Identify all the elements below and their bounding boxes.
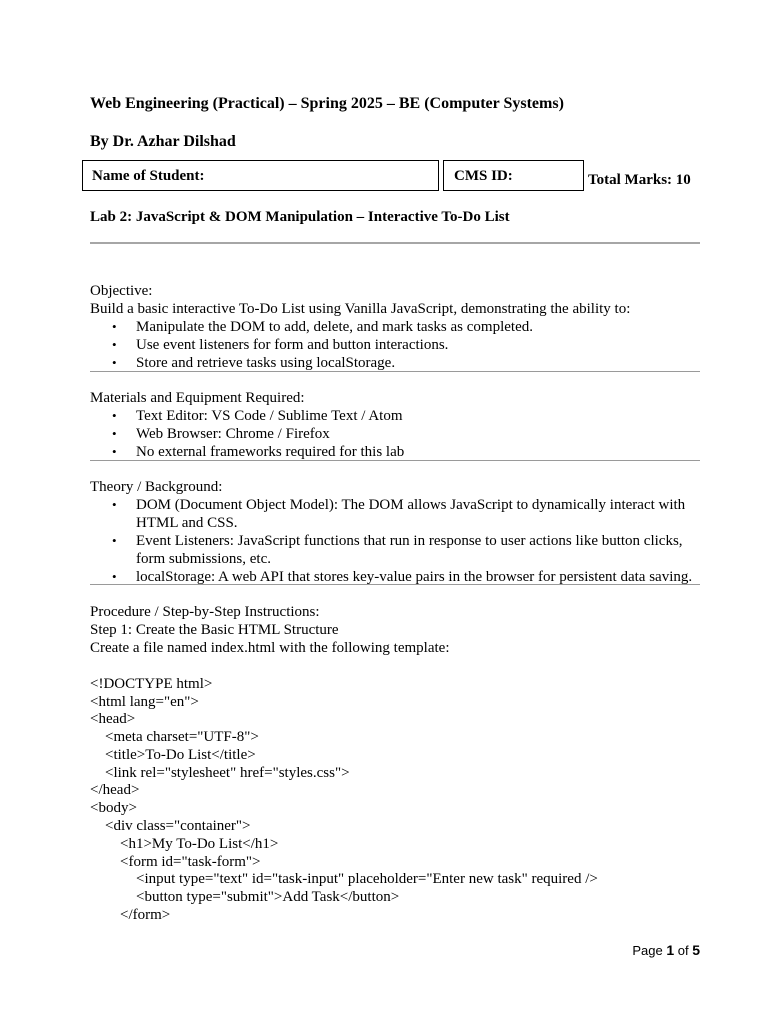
code-line: <div class="container"> [105,818,251,834]
code-line: <meta charset="UTF-8"> [105,729,259,745]
list-item: Event Listeners: JavaScript functions that run in response to user actions like button clicks, [136,533,683,549]
bullet-icon: • [112,426,117,441]
objective-heading: Objective: [90,283,153,299]
student-name-label: Name of Student: [92,168,205,184]
current-page: 1 [666,942,675,958]
list-item: Manipulate the DOM to add, delete, and mark tasks as completed. [136,319,533,335]
of-word: of [677,943,689,958]
divider [90,242,700,244]
code-line: <!DOCTYPE html> [90,676,213,692]
step-title: Step 1: Create the Basic HTML Structure [90,622,339,638]
code-line: <body> [90,800,137,816]
author-line: By Dr. Azhar Dilshad [90,133,236,150]
code-line: <html lang="en"> [90,694,199,710]
course-title: Web Engineering (Practical) – Spring 2025 – BE (Computer Systems) [90,95,564,112]
list-item: Use event listeners for form and button interactions. [136,337,449,353]
bullet-icon: • [112,337,117,352]
code-line: </form> [120,907,171,923]
bullet-icon: • [112,444,117,459]
procedure-heading: Procedure / Step-by-Step Instructions: [90,604,320,620]
bullet-icon: • [112,355,117,370]
code-line: <h1>My To-Do List</h1> [120,836,279,852]
code-line: <title>To-Do List</title> [105,747,256,763]
bullet-icon: • [112,408,117,423]
student-name-box[interactable] [82,160,439,191]
page-number [632,942,700,958]
list-item: Store and retrieve tasks using localStorage. [136,355,396,371]
list-item: DOM (Document Object Model): The DOM allows JavaScript to dynamically interact with [136,497,686,513]
materials-heading: Materials and Equipment Required: [90,390,305,406]
list-item: Web Browser: Chrome / Firefox [136,426,330,442]
total-marks: Total Marks: 10 [588,172,691,188]
list-item: Text Editor: VS Code / Sublime Text / Atom [136,408,403,424]
lab-title: Lab 2: JavaScript & DOM Manipulation – Interactive To-Do List [90,209,510,225]
bullet-icon: • [112,569,117,584]
code-line: <head> [90,711,136,727]
cms-id-box[interactable] [443,160,584,191]
divider [90,584,700,585]
step-description: Create a file named index.html with the following template: [90,640,450,656]
divider [90,371,700,372]
bullet-icon: • [112,497,117,512]
theory-heading: Theory / Background: [90,479,223,495]
code-line: <input type="text" id="task-input" placeholder="Enter new task" required /> [136,871,598,887]
bullet-icon: • [112,533,117,548]
bullet-icon: • [112,319,117,334]
objective-intro: Build a basic interactive To-Do List using Vanilla JavaScript, demonstrating the ability to: [90,301,631,317]
code-line: <button type="submit">Add Task</button> [136,889,400,905]
divider [90,460,700,461]
list-item: localStorage: A web API that stores key-value pairs in the browser for persistent data saving. [136,569,693,585]
total-pages: 5 [692,942,700,958]
cms-id-label: CMS ID: [454,168,513,184]
list-item-continuation: form submissions, etc. [136,551,271,567]
code-line: </head> [90,782,140,798]
list-item-continuation: HTML and CSS. [136,515,238,531]
code-line: <link rel="stylesheet" href="styles.css"> [105,765,350,781]
code-line: <form id="task-form"> [120,854,261,870]
page-word: Page [632,943,663,958]
list-item: No external frameworks required for this lab [136,444,405,460]
